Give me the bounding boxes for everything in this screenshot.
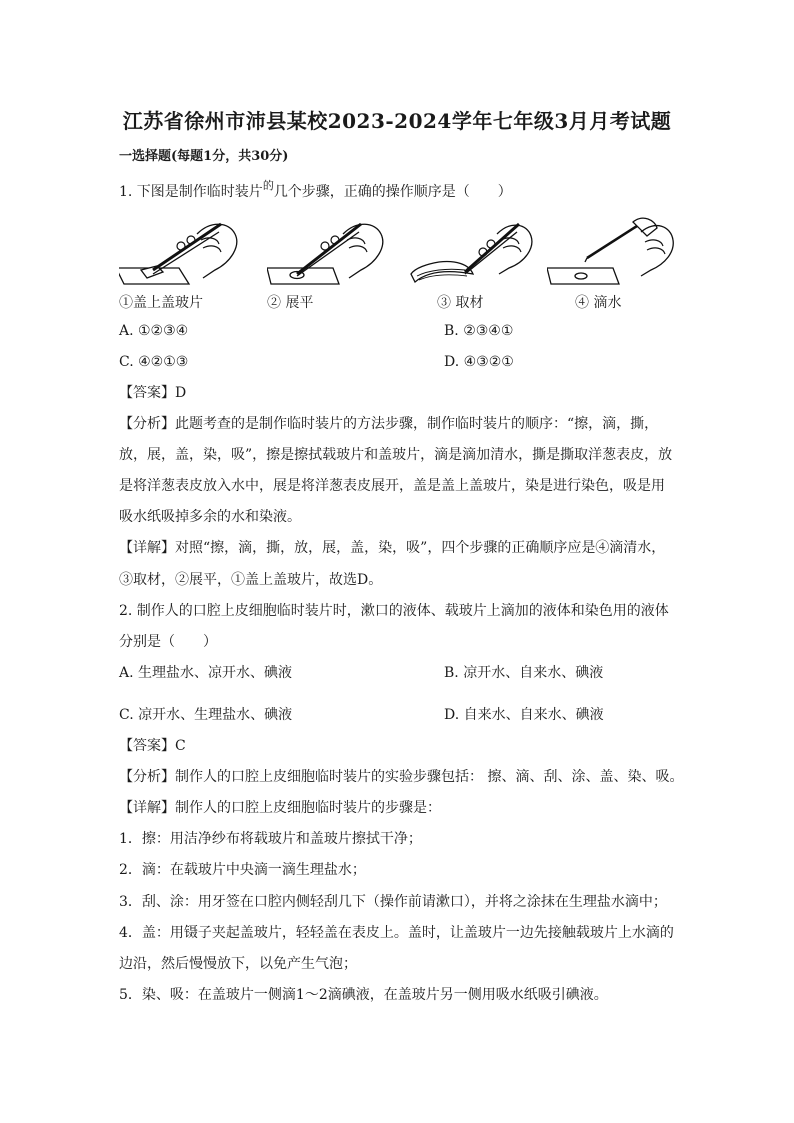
figure-step-3-caption: ③ 取材 — [437, 295, 484, 311]
q1-analysis-line-4: 吸水纸吸掉多余的水和染液。 — [119, 509, 301, 525]
take-material-illustration — [409, 212, 539, 292]
page-title: 江苏省徐州市沛县某校2023-2024学年七年级3月月考试题 — [122, 109, 672, 133]
figure-step-3 — [409, 212, 539, 322]
q2-step-3: 3．刮、涂：用牙签在口腔内侧轻刮几下（操作前请漱口），并将之涂抹在生理盐水滴中； — [119, 894, 667, 910]
figure-step-4 — [547, 212, 677, 322]
q2-answer: 【答案】C — [119, 738, 186, 754]
q2-option-c: C. 凉开水、生理盐水、碘液 — [119, 707, 293, 723]
q2-stem-line-2: 分别是（ ） — [119, 634, 217, 650]
figure-step-1 — [119, 212, 249, 322]
q2-step-4: 4．盖：用镊子夹起盖玻片，轻轻盖在表皮上。盖时，让盖玻片一边先接触载玻片上水滴的 — [119, 925, 674, 941]
section-heading: 一选择题(每题1分，共30分) — [119, 149, 289, 164]
q2-stem-line-1: 2. 制作人的口腔上皮细胞临时装片时，漱口的液体、载玻片上滴加的液体和染色用的液体 — [119, 603, 669, 619]
q2-analysis: 【分析】制作人的口腔上皮细胞临时装片的实验步骤包括： 擦、滴、刮、涂、盖、染、吸。 — [119, 769, 684, 785]
q2-step-5: 5．染、吸：在盖玻片一侧滴1～2滴碘液，在盖玻片另一侧用吸水纸吸引碘液。 — [119, 987, 608, 1003]
figure-step-2-caption: ② 展平 — [267, 295, 314, 311]
q2-step-2: 2．滴：在载玻片中央滴一滴生理盐水； — [119, 862, 366, 878]
q1-stem: 1. 下图是制作临时装片$^的$几个步骤，正确的操作顺序是（ ） — [119, 179, 512, 200]
figure-step-2 — [267, 212, 397, 322]
spread-illustration — [267, 212, 397, 292]
coverslip-illustration — [119, 212, 249, 292]
q1-stem-sup: 的 — [262, 179, 274, 192]
q1-option-b: B. ②③④① — [444, 323, 514, 339]
q2-option-a: A. 生理盐水、凉开水、碘液 — [119, 665, 293, 681]
q1-option-d: D. ④③②① — [444, 354, 514, 370]
figure-step-1-caption: ①盖上盖玻片 — [119, 295, 203, 311]
q1-answer: 【答案】D — [119, 385, 187, 401]
q2-step-1: 1．擦：用洁净纱布将载玻片和盖玻片擦拭干净； — [119, 831, 422, 847]
q1-detail-line-2: ③取材，②展平，①盖上盖玻片，故选D。 — [119, 572, 383, 588]
q1-option-a: A. ①②③④ — [119, 323, 189, 339]
q1-analysis-line-2: 放，展，盖，染，吸”，擦是擦拭载玻片和盖玻片，滴是滴加清水，撕是撕取洋葱表皮，放 — [119, 447, 673, 463]
q1-option-c: C. ④②①③ — [119, 354, 189, 370]
q1-figures — [119, 212, 679, 322]
q2-option-d: D. 自来水、自来水、碘液 — [444, 707, 604, 723]
figure-step-4-caption: ④ 滴水 — [575, 295, 622, 311]
q2-option-b: B. 凉开水、自来水、碘液 — [444, 665, 604, 681]
q1-detail-line-1: 【详解】对照“擦，滴，撕，放，展，盖，染，吸”，四个步骤的正确顺序应是④滴清水， — [119, 540, 666, 556]
q2-step-4-continued: 边沿，然后慢慢放下，以免产生气泡； — [119, 956, 357, 972]
drip-water-illustration — [547, 212, 677, 292]
q2-detail-heading: 【详解】制作人的口腔上皮细胞临时装片的步骤是： — [119, 800, 441, 816]
q1-analysis-line-1: 【分析】此题考查的是制作临时装片的方法步骤，制作临时装片的顺序：“擦，滴，撕， — [119, 416, 659, 432]
q1-analysis-line-3: 是将洋葱表皮放入水中，展是将洋葱表皮展开，盖是盖上盖玻片，染是进行染色，吸是用 — [119, 478, 665, 494]
